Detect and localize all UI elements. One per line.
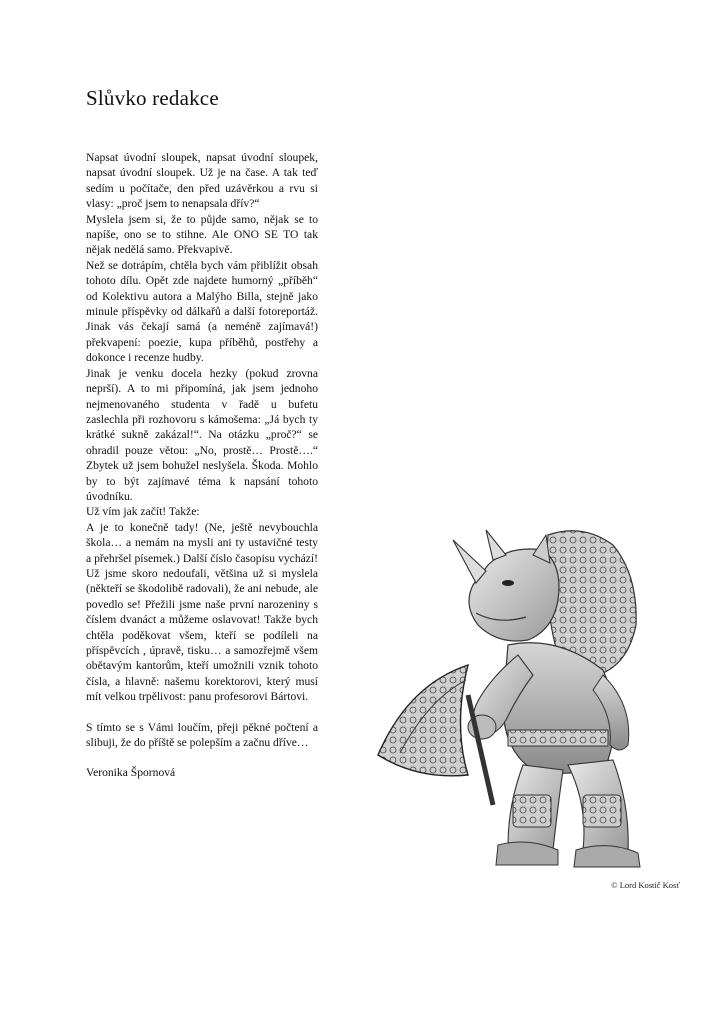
illustration-credit: © Lord Kostič Kosť	[611, 880, 680, 890]
rhino-warrior-drawing-icon	[358, 505, 682, 895]
paragraph: A je to konečně tady! (Ne, ještě nevybouchla škola… a nemám na mysli ani ty ustavičné testy a přehršel písemek.) Další číslo časopisu vychází! Už jsme skoro nedoufali, většina už si myslela (někteří se škodolibě radovali), že ani nebude, ale povedlo se! Přežili jsme naše první narozeniny s číslem dvanáct a můžeme oslavovat! Takže bych chtěla poděkovat všem, kteří se podíleli na příspěvcích , úpravě, tisku… a samozřejmě všem obětavým kantorům, kteří umožnili vznik tohoto čísla, a hlavně: našemu korektorovi, který musí mít velkou trpělivost: panu profesorovi Bártovi.	[86, 520, 318, 704]
paragraph: Myslela jsem si, že to půjde samo, nějak se to napíše, ono se to stihne. Ale ONO SE TO tak nějak nedělá samo. Překvapivě.	[86, 212, 318, 257]
paragraph: Než se dotrápím, chtěla bych vám přiblížit obsah tohoto dílu. Opět zde najdete humorný „příběh“ od Kolektivu autora a Malýho Billa, stejně jako minule příspěvky od dálkařů a další fotoreportáž. Jinak vás čekají samá (a neméně zajímavá!) překvapení: poezie, kupa příběhů, postřehy a dokonce i recenze hudby.	[86, 258, 318, 365]
page-title: Slůvko redakce	[86, 86, 219, 110]
editorial-text	[86, 150, 318, 781]
paragraph: Jinak je venku docela hezky (pokud zrovna neprší). A to mi připomíná, jak jsem jednoho nejmenovaného studenta v řadě u bufetu zaslechla při rozhovoru s kámošema: „Já bych ty krátké sukně zakázal!“. Na otázku „proč?“ se ohradil pouze větou: „No, prostě… Prostě….“ Zbytek už jsem bohužel neslyšela. Škoda. Mohlo by to být zajímavé téma k napsání tohoto úvodníku.	[86, 366, 318, 503]
paragraph: Napsat úvodní sloupek, napsat úvodní sloupek, napsat úvodní sloupek. Už je na čase. A tak teď sedím u počítače, den před uzávěrkou a rvu si vlasy: „proč jsem to nenapsala dřív?“	[86, 151, 318, 211]
author-signature: Veronika Špornová	[86, 766, 176, 780]
closing-paragraph: S tímto se s Vámi loučím, přeji pěkné počtení a slibuji, že do příště se polepším a začnu dříve…	[86, 720, 318, 750]
rhino-warrior-illustration	[358, 505, 682, 895]
paragraph: Už vím jak začít! Takže:	[86, 505, 200, 519]
